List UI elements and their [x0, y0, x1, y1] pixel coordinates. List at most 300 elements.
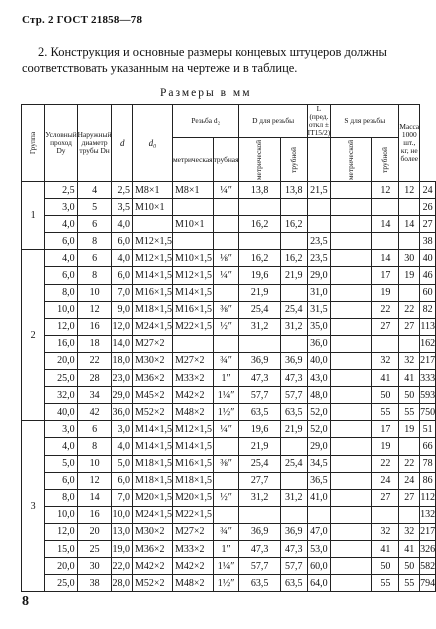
- cell-dn: 12: [77, 301, 112, 318]
- cell-dn: 12: [77, 472, 112, 489]
- cell-p: [213, 216, 239, 233]
- cell-d0: М12×1,5: [132, 233, 172, 250]
- cell-Sm: 32: [372, 523, 399, 540]
- cell-Dp: 31,2: [280, 489, 307, 506]
- header-group: Группа: [22, 105, 45, 182]
- cell-d0: М14×1,5: [132, 421, 172, 438]
- header-d0: d₀: [132, 105, 172, 182]
- cell-dn: 34: [77, 387, 112, 404]
- cell-dn: 5: [77, 199, 112, 216]
- header-S-pipe: трубной: [372, 138, 399, 182]
- cell-p: 1½″: [213, 404, 239, 421]
- cell-Dp: 25,4: [280, 301, 307, 318]
- cell-Sm: 17: [372, 421, 399, 438]
- cell-m: М22×1,5: [173, 318, 214, 335]
- table-row: [22, 233, 436, 250]
- cell-m: М42×2: [173, 558, 214, 575]
- cell-p: 1″: [213, 540, 239, 557]
- cell-Dp: 63,5: [280, 575, 307, 592]
- cell-Sm: [372, 335, 399, 352]
- cell-mass: 112: [420, 489, 436, 506]
- table-row: [22, 216, 436, 233]
- cell-mass: 113: [420, 318, 436, 335]
- cell-m: [173, 335, 214, 352]
- cell-Lx: [331, 335, 372, 352]
- cell-Dm: 27,7: [239, 472, 280, 489]
- cell-L: 40,0: [307, 352, 331, 369]
- cell-L: [307, 199, 331, 216]
- cell-dn: 10: [77, 284, 112, 301]
- cell-Dp: [280, 506, 307, 523]
- group-cell: 1: [22, 182, 45, 250]
- cell-Lx: [331, 558, 372, 575]
- header-dy: Условный проход Dy: [45, 105, 77, 182]
- cell-Dm: 19,6: [239, 267, 280, 284]
- cell-d: 36,0: [112, 404, 133, 421]
- cell-d0: М24×1,5: [132, 506, 172, 523]
- cell-Lx: [331, 284, 372, 301]
- cell-m: М33×2: [173, 540, 214, 557]
- cell-Dm: 57,7: [239, 558, 280, 575]
- cell-L: 35,0: [307, 318, 331, 335]
- cell-Dm: 31,2: [239, 318, 280, 335]
- cell-p: ⅜″: [213, 455, 239, 472]
- cell-Dm: 63,5: [239, 575, 280, 592]
- cell-d0: М14×1,5: [132, 267, 172, 284]
- table-caption: Размеры в мм: [160, 87, 252, 99]
- table-row: [22, 421, 436, 438]
- cell-Sp: 22: [399, 301, 420, 318]
- cell-Lx: [331, 438, 372, 455]
- cell-Lx: [331, 352, 372, 369]
- cell-dn: 20: [77, 523, 112, 540]
- cell-mass: 750: [420, 404, 436, 421]
- cell-mass: 46: [420, 267, 436, 284]
- cell-Dm: [239, 335, 280, 352]
- cell-Sp: 41: [399, 540, 420, 557]
- cell-Dp: 21,9: [280, 421, 307, 438]
- cell-dy: 4,0: [45, 216, 77, 233]
- cell-Dp: 21,9: [280, 267, 307, 284]
- header-mass: Масса 1000 шт., кг, не более: [399, 105, 420, 182]
- cell-dn: 18: [77, 335, 112, 352]
- cell-p: [213, 335, 239, 352]
- cell-dy: 10,0: [45, 506, 77, 523]
- cell-L: 53,0: [307, 540, 331, 557]
- cell-Dp: 63,5: [280, 404, 307, 421]
- cell-m: М16×1,5: [173, 455, 214, 472]
- cell-m: М10×1,5: [173, 250, 214, 267]
- cell-m: М48×2: [173, 404, 214, 421]
- page-number: 8: [22, 594, 29, 609]
- cell-Sp: 32: [399, 352, 420, 369]
- cell-d0: М12×1,5: [132, 250, 172, 267]
- cell-d0: М18×1,5: [132, 301, 172, 318]
- cell-d: 12,0: [112, 318, 133, 335]
- cell-Dm: 25,4: [239, 301, 280, 318]
- cell-dn: 16: [77, 318, 112, 335]
- cell-m: [173, 233, 214, 250]
- cell-d: 7,0: [112, 489, 133, 506]
- table-row: [22, 335, 436, 352]
- cell-Sp: 55: [399, 404, 420, 421]
- cell-m: М8×1: [173, 182, 214, 199]
- cell-dy: 40,0: [45, 404, 77, 421]
- cell-Sm: 32: [372, 352, 399, 369]
- cell-Lx: [331, 421, 372, 438]
- group-cell: 2: [22, 250, 45, 421]
- cell-dy: 10,0: [45, 301, 77, 318]
- cell-L: 52,0: [307, 421, 331, 438]
- cell-p: ½″: [213, 318, 239, 335]
- cell-Sp: 50: [399, 558, 420, 575]
- cell-Sm: 50: [372, 558, 399, 575]
- table-row: [22, 199, 436, 216]
- cell-Dm: [239, 233, 280, 250]
- cell-Sm: 17: [372, 267, 399, 284]
- cell-mass: 326: [420, 540, 436, 557]
- cell-Lx: [331, 250, 372, 267]
- cell-Dm: [239, 506, 280, 523]
- cell-Dp: [280, 335, 307, 352]
- cell-Sp: [399, 284, 420, 301]
- cell-d: 4,0: [112, 438, 133, 455]
- header-L: L (пред. откл ± IT15/2): [307, 104, 331, 137]
- header-thread-pipe: трубная: [213, 138, 239, 182]
- cell-dn: 6: [77, 250, 112, 267]
- cell-Lx: [331, 199, 372, 216]
- cell-Dp: 16,2: [280, 250, 307, 267]
- cell-Dm: 21,9: [239, 438, 280, 455]
- cell-Lx: [331, 455, 372, 472]
- cell-m: М12×1,5: [173, 267, 214, 284]
- cell-L: 48,0: [307, 387, 331, 404]
- cell-dy: 15,0: [45, 540, 77, 557]
- table-row: [22, 540, 436, 557]
- cell-m: М14×1,5: [173, 438, 214, 455]
- table-row: [22, 301, 436, 318]
- cell-Dp: [280, 199, 307, 216]
- cell-Dp: 57,7: [280, 387, 307, 404]
- cell-p: [213, 284, 239, 301]
- group-cell: 3: [22, 421, 45, 592]
- cell-dn: 8: [77, 267, 112, 284]
- cell-Dp: [280, 438, 307, 455]
- cell-d: 4,0: [112, 250, 133, 267]
- cell-Sm: 55: [372, 404, 399, 421]
- header-thread-metric: метрическая: [173, 138, 214, 182]
- cell-dy: 3,0: [45, 421, 77, 438]
- header-L-sub: [307, 138, 331, 182]
- cell-d: 4,0: [112, 216, 133, 233]
- cell-m: [173, 199, 214, 216]
- cell-dy: 25,0: [45, 575, 77, 592]
- cell-m: М20×1,5: [173, 489, 214, 506]
- cell-mass: 26: [420, 199, 436, 216]
- cell-dn: 6: [77, 421, 112, 438]
- cell-Lx: [331, 233, 372, 250]
- cell-m: М18×1,5: [173, 472, 214, 489]
- cell-p: [213, 506, 239, 523]
- cell-L: 29,0: [307, 267, 331, 284]
- cell-d0: М8×1: [132, 182, 172, 199]
- cell-Dm: [239, 199, 280, 216]
- header-D-pipe: трубной: [280, 138, 307, 182]
- cell-mass: 582: [420, 558, 436, 575]
- header-dn: Наружный диаметр трубы Dн: [77, 105, 112, 182]
- cell-dn: 8: [77, 438, 112, 455]
- cell-d: 5,0: [112, 455, 133, 472]
- cell-p: [213, 199, 239, 216]
- cell-d: 13,0: [112, 523, 133, 540]
- cell-mass: 38: [420, 233, 436, 250]
- table-row: [22, 404, 436, 421]
- cell-d: 3,5: [112, 199, 133, 216]
- cell-L: 23,5: [307, 250, 331, 267]
- table-row: [22, 182, 436, 199]
- cell-L: 43,0: [307, 370, 331, 387]
- cell-Sm: 55: [372, 575, 399, 592]
- table-row: [22, 250, 436, 267]
- cell-dy: 20,0: [45, 352, 77, 369]
- cell-Sp: [399, 335, 420, 352]
- cell-dn: 38: [77, 575, 112, 592]
- cell-Dm: 13,8: [239, 182, 280, 199]
- cell-Dp: 13,8: [280, 182, 307, 199]
- cell-L: 36,5: [307, 472, 331, 489]
- header-D: D для резьбы: [239, 105, 307, 138]
- cell-Sm: 22: [372, 455, 399, 472]
- table-row: [22, 438, 436, 455]
- cell-p: 1½″: [213, 575, 239, 592]
- cell-p: ¼″: [213, 421, 239, 438]
- cell-Lx: [331, 370, 372, 387]
- cell-mass: 60: [420, 284, 436, 301]
- cell-p: ¾″: [213, 352, 239, 369]
- cell-L: 36,0: [307, 335, 331, 352]
- table-row: [22, 455, 436, 472]
- table-row: [22, 370, 436, 387]
- cell-dn: 10: [77, 455, 112, 472]
- cell-L: 31,0: [307, 284, 331, 301]
- cell-Sp: 19: [399, 421, 420, 438]
- cell-dy: 8,0: [45, 284, 77, 301]
- cell-L: 34,5: [307, 455, 331, 472]
- cell-dy: 2,5: [45, 182, 77, 199]
- cell-d: 6,0: [112, 267, 133, 284]
- cell-m: М27×2: [173, 523, 214, 540]
- cell-Sp: 30: [399, 250, 420, 267]
- cell-Dp: 47,3: [280, 370, 307, 387]
- cell-d0: М30×2: [132, 523, 172, 540]
- cell-d0: М52×2: [132, 404, 172, 421]
- cell-dy: 6,0: [45, 267, 77, 284]
- cell-Sp: 14: [399, 216, 420, 233]
- cell-Lx: [331, 404, 372, 421]
- cell-d0: М42×2: [132, 558, 172, 575]
- cell-Sp: 32: [399, 523, 420, 540]
- cell-Sp: [399, 233, 420, 250]
- cell-L: 29,0: [307, 438, 331, 455]
- cell-Lx: [331, 506, 372, 523]
- cell-d: 9,0: [112, 301, 133, 318]
- cell-L: 52,0: [307, 404, 331, 421]
- cell-Sm: 27: [372, 318, 399, 335]
- cell-p: 1¼″: [213, 387, 239, 404]
- cell-d0: М36×2: [132, 370, 172, 387]
- cell-L: 47,0: [307, 523, 331, 540]
- table-row: [22, 523, 436, 540]
- cell-Sm: 41: [372, 370, 399, 387]
- cell-d0: М52×2: [132, 575, 172, 592]
- dimensions-table-wrap: [21, 104, 436, 592]
- cell-p: ⅛″: [213, 250, 239, 267]
- cell-m: М10×1: [173, 216, 214, 233]
- cell-L: 21,5: [307, 182, 331, 199]
- cell-p: [213, 472, 239, 489]
- cell-Sp: 41: [399, 370, 420, 387]
- cell-mass: 593: [420, 387, 436, 404]
- cell-Lx: [331, 267, 372, 284]
- cell-Sp: 27: [399, 318, 420, 335]
- cell-Dm: 57,7: [239, 387, 280, 404]
- cell-Sp: 27: [399, 489, 420, 506]
- cell-p: ⅜″: [213, 301, 239, 318]
- cell-d0: М16×1,5: [132, 284, 172, 301]
- cell-Dm: 16,2: [239, 250, 280, 267]
- table-row: [22, 387, 436, 404]
- cell-Sm: 14: [372, 216, 399, 233]
- cell-p: 1¼″: [213, 558, 239, 575]
- table-row: [22, 352, 436, 369]
- cell-Dm: 47,3: [239, 540, 280, 557]
- cell-dy: 32,0: [45, 387, 77, 404]
- header-d: d: [112, 105, 133, 182]
- cell-Sp: 50: [399, 387, 420, 404]
- cell-Sm: [372, 506, 399, 523]
- cell-Dp: 16,2: [280, 216, 307, 233]
- cell-Sm: 41: [372, 540, 399, 557]
- cell-d: 22,0: [112, 558, 133, 575]
- cell-dn: 22: [77, 352, 112, 369]
- table-row: [22, 472, 436, 489]
- cell-Sm: [372, 199, 399, 216]
- cell-d0: М18×1,5: [132, 472, 172, 489]
- cell-Dp: [280, 233, 307, 250]
- table-row: [22, 267, 436, 284]
- cell-L: 60,0: [307, 558, 331, 575]
- cell-dy: 16,0: [45, 335, 77, 352]
- dimensions-table: [21, 104, 436, 592]
- table-row: [22, 575, 436, 592]
- header-S: S для резьбы: [331, 105, 399, 138]
- cell-Sp: 19: [399, 267, 420, 284]
- cell-Dm: 36,9: [239, 523, 280, 540]
- cell-mass: 132: [420, 506, 436, 523]
- cell-m: М12×1,5: [173, 421, 214, 438]
- cell-Dp: 25,4: [280, 455, 307, 472]
- cell-Lx: [331, 575, 372, 592]
- cell-Lx: [331, 387, 372, 404]
- cell-p: 1″: [213, 370, 239, 387]
- cell-Sm: [372, 233, 399, 250]
- cell-Sp: 55: [399, 575, 420, 592]
- cell-dn: 14: [77, 489, 112, 506]
- cell-Dm: 36,9: [239, 352, 280, 369]
- cell-p: ¼″: [213, 182, 239, 199]
- cell-Dp: 57,7: [280, 558, 307, 575]
- cell-Lx: [331, 489, 372, 506]
- cell-mass: 51: [420, 421, 436, 438]
- cell-dn: 25: [77, 540, 112, 557]
- cell-d: 3,0: [112, 421, 133, 438]
- cell-mass: 27: [420, 216, 436, 233]
- cell-dy: 6,0: [45, 472, 77, 489]
- cell-dn: 16: [77, 506, 112, 523]
- cell-d: 7,0: [112, 284, 133, 301]
- cell-Sp: 24: [399, 472, 420, 489]
- cell-p: ¾″: [213, 523, 239, 540]
- cell-L: 23,5: [307, 233, 331, 250]
- cell-dy: 4,0: [45, 438, 77, 455]
- cell-d: 23,0: [112, 370, 133, 387]
- cell-d0: М24×1,5: [132, 318, 172, 335]
- cell-Sp: [399, 506, 420, 523]
- cell-d: 29,0: [112, 387, 133, 404]
- cell-Sm: 50: [372, 387, 399, 404]
- cell-mass: 86: [420, 472, 436, 489]
- cell-L: [307, 506, 331, 523]
- cell-d0: М10×1: [132, 199, 172, 216]
- table-row: [22, 506, 436, 523]
- cell-m: М27×2: [173, 352, 214, 369]
- cell-dy: 12,0: [45, 523, 77, 540]
- cell-d0: М36×2: [132, 540, 172, 557]
- cell-Sp: [399, 438, 420, 455]
- cell-dy: 4,0: [45, 250, 77, 267]
- cell-dn: 4: [77, 182, 112, 199]
- cell-Dm: 16,2: [239, 216, 280, 233]
- cell-Dp: [280, 472, 307, 489]
- cell-dy: 3,0: [45, 199, 77, 216]
- cell-Dp: 36,9: [280, 352, 307, 369]
- cell-d: 10,0: [112, 506, 133, 523]
- cell-p: ¼″: [213, 267, 239, 284]
- page-header: Стр. 2 ГОСТ 21858—78: [22, 14, 143, 26]
- table-row: [22, 558, 436, 575]
- cell-m: М42×2: [173, 387, 214, 404]
- cell-mass: 40: [420, 250, 436, 267]
- cell-m: М16×1,5: [173, 301, 214, 318]
- cell-Dp: 36,9: [280, 523, 307, 540]
- intro-paragraph: 2. Конструкция и основные размеры концевых штуцеров должны соответствовать указанным на чертеже и в таблице.: [22, 45, 387, 75]
- cell-d: 18,0: [112, 352, 133, 369]
- cell-Sm: 14: [372, 250, 399, 267]
- cell-Dm: 31,2: [239, 489, 280, 506]
- cell-dy: 6,0: [45, 233, 77, 250]
- cell-d: 14,0: [112, 335, 133, 352]
- cell-dn: 8: [77, 233, 112, 250]
- table-row: [22, 318, 436, 335]
- cell-dy: 12,0: [45, 318, 77, 335]
- cell-mass: 82: [420, 301, 436, 318]
- cell-Sm: 24: [372, 472, 399, 489]
- cell-m: М33×2: [173, 370, 214, 387]
- cell-Dm: 21,9: [239, 284, 280, 301]
- cell-dn: 28: [77, 370, 112, 387]
- cell-mass: 24: [420, 182, 436, 199]
- cell-Dm: 19,6: [239, 421, 280, 438]
